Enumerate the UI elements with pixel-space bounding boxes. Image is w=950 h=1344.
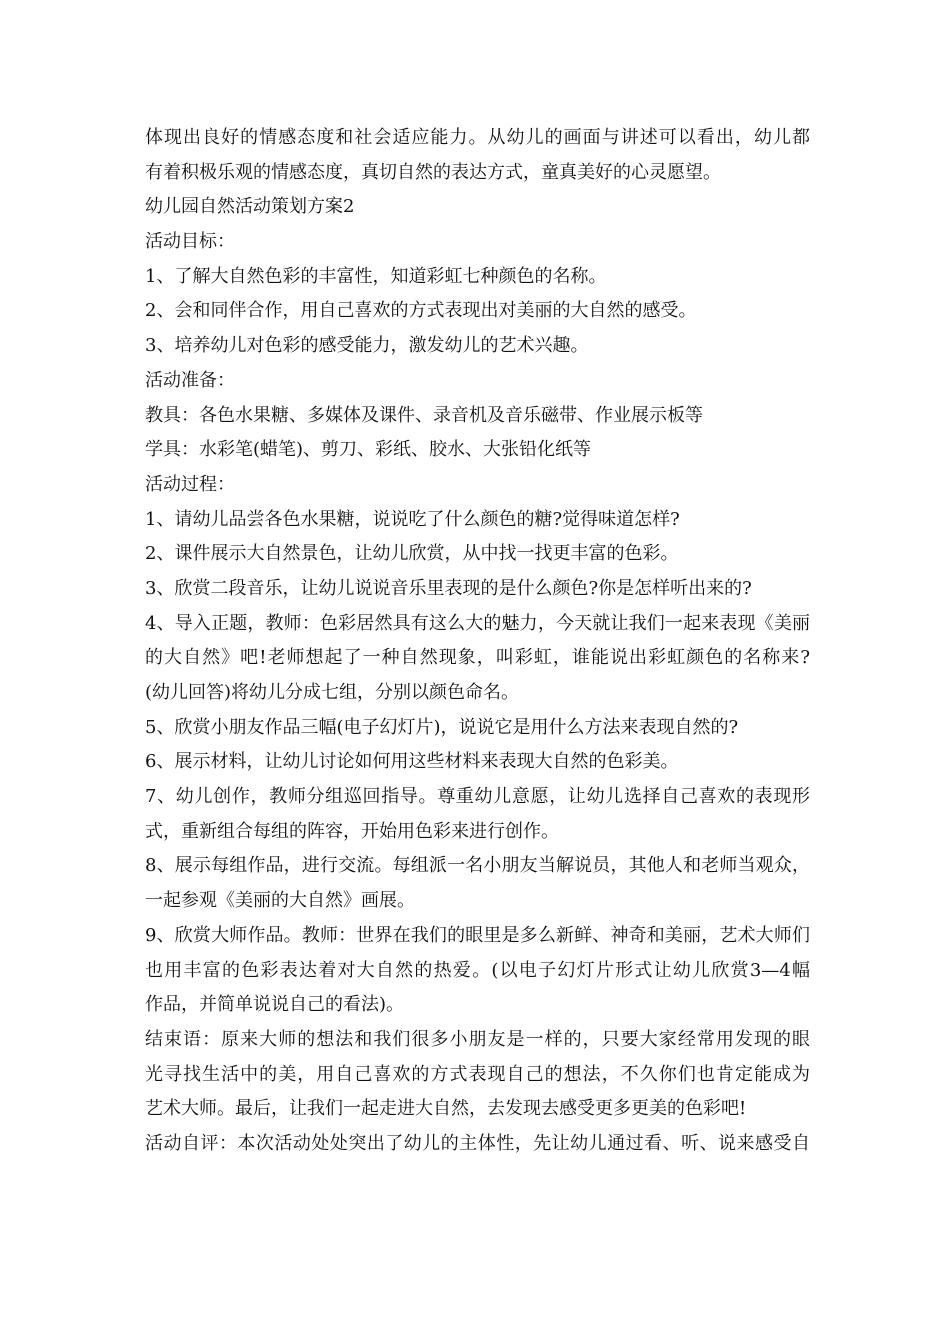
list-item-continuation: 作品，并简单说说自己的看法)。 xyxy=(145,994,405,1016)
list-item: 8、展示每组作品，进行交流。每组派一名小朋友当解说员，其他人和老师当观众， xyxy=(145,855,810,877)
list-item-continuation: 的大自然》吧!老师想起了一种自然现象，叫彩虹，谁能说出彩虹颜色的名称来? xyxy=(145,647,810,669)
section-heading-process: 活动过程： xyxy=(145,473,235,495)
list-item-continuation: 也用丰富的色彩表达着对大自然的热爱。(以电子幻灯片形式让幼儿欣赏3—4幅 xyxy=(145,959,810,981)
list-item: 4、导入正题，教师：色彩居然具有这么大的魅力，今天就让我们一起来表现《美丽 xyxy=(145,612,810,634)
document-body xyxy=(145,121,810,1162)
list-item: 6、展示材料，让幼儿讨论如何用这些材料来表现大自然的色彩美。 xyxy=(145,751,679,773)
paragraph-line: 体现出良好的情感态度和社会适应能力。从幼儿的画面与讲述可以看出，幼儿都 xyxy=(145,127,810,148)
section-heading-preparation: 活动准备： xyxy=(145,369,235,391)
list-item: 1、请幼儿品尝各色水果糖，说说吃了什么颜色的糖?觉得味道怎样? xyxy=(145,508,680,530)
list-item: 3、培养幼儿对色彩的感受能力，激发幼儿的艺术兴趣。 xyxy=(145,335,589,357)
paragraph-line: 光寻找生活中的美，用自己喜欢的方式表现自己的想法，不久你们也肯定能成为 xyxy=(145,1063,810,1085)
list-item: 3、欣赏二段音乐，让幼儿说说音乐里表现的是什么颜色?你是怎样听出来的? xyxy=(145,577,752,599)
list-item-continuation: (幼儿回答)将幼儿分成七组，分别以颜色命名。 xyxy=(145,682,520,703)
paragraph-line: 有着积极乐观的情感态度，真切自然的表达方式，童真美好的心灵愿望。 xyxy=(145,161,721,183)
list-item-continuation: 一起参观《美丽的大自然》画展。 xyxy=(145,890,415,912)
list-item: 9、欣赏大师作品。教师：世界在我们的眼里是多么新鲜、神奇和美丽，艺术大师们 xyxy=(145,924,810,946)
section-heading-goals: 活动目标： xyxy=(145,231,235,253)
list-item: 1、了解大自然色彩的丰富性，知道彩虹七种颜色的名称。 xyxy=(145,265,607,287)
paragraph-line: 活动自评：本次活动处处突出了幼儿的主体性，先让幼儿通过看、听、说来感受自 xyxy=(145,1132,810,1154)
paragraph-line: 教具：各色水果糖、多媒体及课件、录音机及音乐磁带、作业展示板等 xyxy=(145,404,703,426)
paragraph-line: 艺术大师。最后，让我们一起走进大自然，去发现去感受更多更美的色彩吧! xyxy=(145,1098,747,1120)
list-item: 2、会和同伴合作，用自己喜欢的方式表现出对美丽的大自然的感受。 xyxy=(145,300,697,322)
list-item-continuation: 式，重新组合每组的阵容，开始用色彩来进行创作。 xyxy=(145,820,559,842)
list-item: 5、欣赏小朋友作品三幅(电子幻灯片)，说说它是用什么方法来表现自然的? xyxy=(145,716,739,738)
list-item: 7、幼儿创作，教师分组巡回指导。尊重幼儿意愿，让幼儿选择自己喜欢的表现形 xyxy=(145,786,810,808)
paragraph-line: 学具：水彩笔(蜡笔)、剪刀、彩纸、胶水、大张铅化纸等 xyxy=(145,439,592,461)
list-item: 2、课件展示大自然景色，让幼儿欣赏，从中找一找更丰富的色彩。 xyxy=(145,543,679,565)
paragraph-line: 结束语：原来大师的想法和我们很多小朋友是一样的，只要大家经常用发现的眼 xyxy=(145,1028,810,1050)
section-title: 幼儿园自然活动策划方案2 xyxy=(145,196,355,218)
